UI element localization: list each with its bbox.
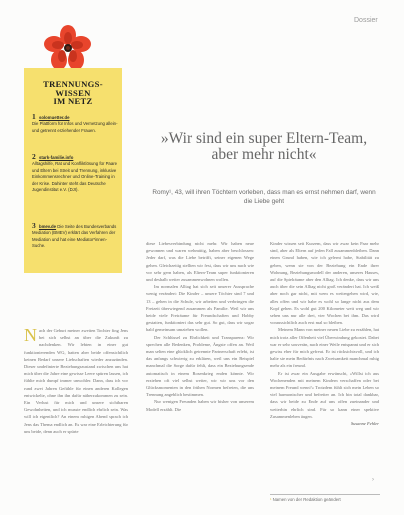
body-paragraph: Der Schlüssel zu Ehrlichkeit und Transparenz: Wir sprechen alle Bedenken, Probleme, Ängste offen an. Weil man selten eine glücklich getrennte Partnerschaft erlebt, ist das anfangs schwierig zu erklären, weil uns ein Beispiel manchmal die Sorge dafür fehlt, dass ein Beziehungsende automatisch in einem Rosenkrieg enden könnte. Wir erziehen oft viel selbst weiter, wir wir uns vor den Glücksmomenten in den frühen Normen befreien, die uns Trennung angeblich bestimmen. [146, 334, 254, 398]
article-subline: Romy¹, 43, will ihren Töchtern vorleben, dass man es ernst nehmen darf, wenn die Liebe geht [152, 189, 376, 205]
entry-link[interactable]: solomuetter.de [38, 115, 70, 120]
entry-number: 2 [32, 152, 36, 161]
article-column-3 [270, 240, 379, 464]
resources-title: TRENNUNGS- WISSEN IM NETZ [43, 79, 103, 106]
footnote [270, 494, 380, 502]
entry-description: Die Seite des Bundesverbands Mediation (BMEV) erklärt das Verfahren der Mediation und hat eine Mediator*innen-Suche. [32, 224, 117, 249]
article-column-1 [24, 327, 128, 512]
flower-illustration-icon [44, 24, 92, 72]
section-label: Dossier [354, 17, 378, 24]
resource-entry [32, 114, 118, 134]
resource-entry [32, 223, 118, 250]
resource-entry [32, 154, 118, 193]
entry-description: Die Plattform für Infos und Vernetzung allein- und getrennt erziehender Frauen. [32, 121, 118, 133]
drop-cap: N [24, 327, 37, 345]
article-headline: »Wir sind ein super Eltern-Team, aber mehr nicht« [160, 130, 368, 163]
body-paragraph: Im normalen Alltag hat sich seit unserer Aussprache wenig verändert: Die Kinder – unsere Töchter sind 7 und 13 – gehen in die Schule, wir arbeiten und verbringen die Freizeit überwiegend zusammen als Familie. Weil wir uns beide viele Freiräume für Freundschaften und Hobby gestatten, funktioniert das sehr gut. So gut, dass wir sogar bald gemeinsam umziehen wollen. [146, 284, 254, 333]
entry-number: 3 [32, 221, 36, 230]
author-credit: Susanne Fehler [350, 421, 379, 427]
footnote-mark: ¹ [270, 497, 272, 502]
resources-box [24, 68, 122, 273]
footnote-text: Namen von der Redaktion geändert [272, 497, 341, 502]
entry-description: Alltagshilfe, Rat und Konfliktlösung für Paare und Eltern bei Streit und Trennung, inklusive Einkommensrechner und Online-Training in der Krise. Dahinter steht das Deutsche Jugendinstitut e.V. (DJI). [32, 161, 118, 193]
body-paragraph: diese Liebesverbindung nicht mehr. Wir haben neue gewonnen und waren wehmütig, haben aber beschlossen: Jeder darf, was die Liebe betrifft, seiner eigenen Wege gehen. Gleichzeitig stellten wir fest, dass wir uns nach wie vor sehr gern haben, als Eltern-Team super funktionieren und deshalb weiter zusammenwohnen wollen. [146, 241, 254, 283]
entry-link[interactable]: stark-familie.info [38, 155, 74, 160]
article-column-2 [146, 240, 254, 512]
body-paragraph: Meinem Mann von meiner neuen Liebe zu erzählen, hat mich trotz aller Offenheit viel Überwindung gekostet. Dabei war er sehr souverän, nach einer Weile entspannt und er sich gewiss eher für mich gefreut. Er ist rücksichtsvoll, und ich halte sie mein Bedürfnis nach Zweisamkeit manchmal ruhig mehr als ein freund. [270, 327, 379, 369]
body-text: ach der Geburt meiner zweiten Tochter fing Jens bei sich selbst an über die Zukunft zu nachdenken. Wir lebten in einer gut funktionierenden WG, hatten aber beide offensichtlich keinen Bedarf unsere Liebschaften wieder anzuzünden. Dieser undefinierte Beziehungszustand zwischen uns hat mich über die Jahre eine gewisse Leere spüren lassen, ich fühlte mich dumpf immer unwohler. Dann, dass ich vor rund zwei Jahren Gefühle für einen anderen Kollegen entwickelte, ohne ihn ihn dafür näherzukommen zu sein. Ein Verlust für mich und unsere sichtbaren Gewohnheiten, und ich musste endlich ehrlich sein. Was will ich eigentlich? An einem ruhigen Abend sprach ich Jens das Thema endlich an. Es war eine Erleichterung für uns beide, denn auch er spürte [24, 328, 128, 434]
body-paragraph: Er ist zwar ein Ausgabe erwünscht, »Willst ich aus Wochenenden mit meinem Kindern verschaffen oder bei meinem Freund wenn?« Trotzdem fühlt sich mein Leben so viel harmonischer und befreiter an. Ich bin total dankbar, dass wir beide zu Ende auf uns offen zueinander und weiterhin ehrlich sind. Für so kann einer spektive Zusammenleben äugen. [270, 370, 379, 419]
next-arrow-icon: › [372, 477, 374, 483]
body-paragraph: Kinder wissen seit Kurzem, dass wir zwar kein Paar mehr sind, aber als Eltern auf jeden Fall zusammenbleiben. Dann einen Grund haben, wie ich gelernt habe, Stabilität zu geben, wenn sie von der Beziehung ein Ende ihrer Wohnung, Beziehungsmodell der anderen, unseres Hauses, auf die Spielräume aber den Alltag. Ich denke, dass wir uns auch über die sein Alltag nicht groß verändert hat. Ich weiß aber noch gar nicht, mit wem es weitergehen wird, wie, alles offen und wir habe es wohl so lange nicht aus dem Kopf gehen. Es wohl gut 200 Kilometer weit weg und wir sehen uns nur alle drei, vier Wochen bei ihm. Das wird voraussichtlich auch erst mal so bleiben. [270, 241, 379, 326]
body-paragraph: Nur wenigen Freunden haben wir bisher von unserem Modell erzählt. Die [146, 399, 254, 412]
entry-link[interactable]: bmev.de [38, 224, 57, 229]
entry-number: 1 [32, 112, 36, 121]
